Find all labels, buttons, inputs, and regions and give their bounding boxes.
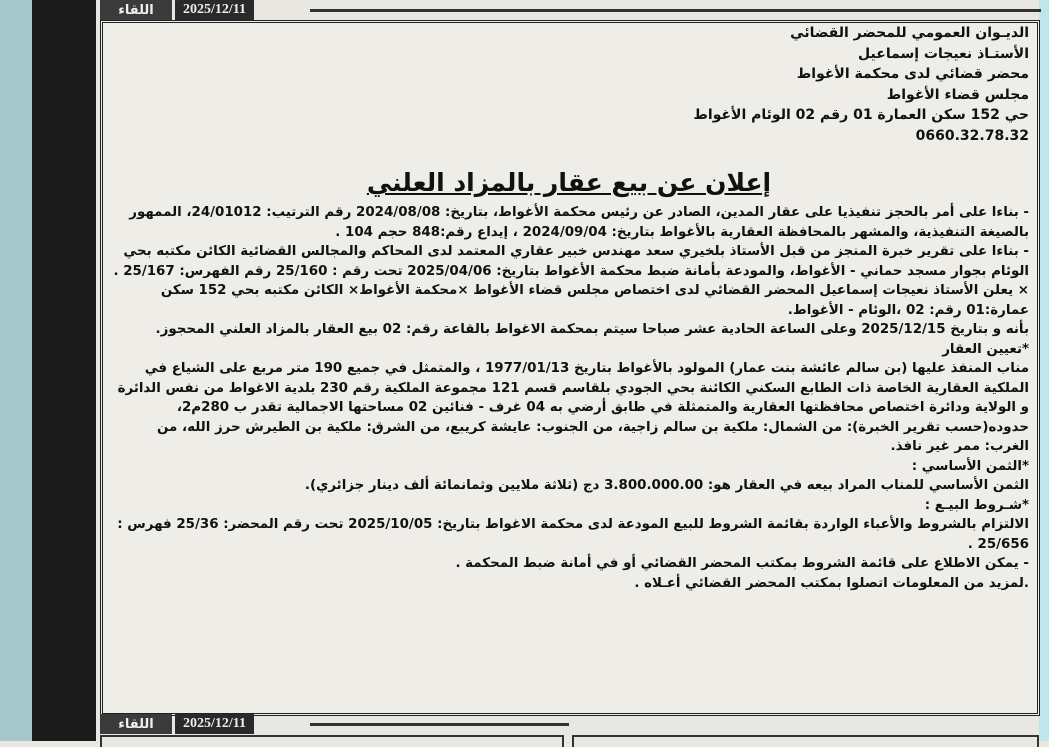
next-notices-edge <box>100 735 1039 745</box>
paragraph: - يمكن الاطلاع على قائمة الشروط بمكتب المحضر القضائي أو في أمانة ضبط المحكمة . <box>455 556 1029 571</box>
newspaper-date: 2025/12/11 <box>175 714 254 734</box>
header-line: الديـوان العمومي للمحضر القضائي <box>790 25 1029 41</box>
section-heading: *تعيين العقار <box>942 341 1029 357</box>
header-line: مجلس قضاء الأغواط <box>886 86 1029 103</box>
paragraph: - بناءا على أمر بالحجز تنفيذيا على عقار المدين، الصادر عن رئيس محكمة الأغواط، بتاريخ: 2024/08/08 رقم الترتيب: 24/01012، الممهور بالصيغة التنفيذية، والمشهر بالمحافظة العقارية بالأغواط بتاريخ: 2024/09/04 ، إيداع رقم:848 حجم 104 . <box>129 205 1029 240</box>
paragraph: الالتزام بالشروط والأعباء الواردة بقائمة الشروط للبيع المودعة لدى محكمة الاغواط بتاريخ: 2025/10/05 تحت رقم المحضر: 25/36 فهرس : 25/656 . <box>117 517 1029 552</box>
top-newspaper-tab <box>100 0 254 20</box>
paragraph: بأنه و بتاريخ 2025/12/15 وعلى الساعة الحادية عشر صباحا سيتم بمحكمة الاغواط بالقاعة رقم: 02 بيع العقار بالمزاد العلني المحجوز. <box>155 322 1029 337</box>
header-line: حي 152 سكن العمارة 01 رقم 02 الوئام الأغواط <box>693 107 1029 123</box>
paragraph: الثمن الأساسي للمناب المراد بيعه في العقار هو: 3.800.000.00 دج (ثلاثة ملايين وثمانمائة ألف دينار جزائري). <box>304 478 1029 493</box>
paragraph: مناب المنفذ عليها (بن سالم عائشة بنت عمار) المولود بالأغواط بتاريخ 1977/01/13 ، والمتمثل في جميع 190 متر مربع على الشياع في الملكية العقارية الخاصة ذات الطابع السكني الكائنة بحي الجودي بلقاسم قسم 121 مجموعة الملكية رقم 230 بلدية الاغواط من نفس الدائرة و الولاية ودائرة اختصاص محافظتها العقارية والمتمثلة في طابق أرضي به 04 غرف - فنائين 02 مساحتها الاجمالية تقدر ب 280م2، حدوده(حسب تقرير الخبرة): من الشمال: ملكية بن سالم زاجية، من الجنوب: عايشة كريبع، من الشرق: ملكية بن الطيرش حرز الله، من الغرب: ممر غير نافذ. <box>117 361 1029 454</box>
paragraph: - بناءا على تقرير خبرة المنجز من قبل الأستاذ بلخيري سعد مهندس خبير عقاري المعتمد لدى المحاكم والمجالس القضائية الكائن مكتبه بحي الوئام بجوار مسجد حماني - الأغواط، والمودعة بأمانة ضبط محكمة الأغواط بتاريخ: 2025/04/06 تحت رقم : 25/160 رقم الفهرس: 25/167 . <box>113 244 1029 279</box>
top-rule <box>310 9 1041 12</box>
section-heading: *شـروط البيـع : <box>924 497 1029 513</box>
section-heading: *الثمن الأساسي : <box>911 458 1029 474</box>
newspaper-name: اللقاء <box>100 0 172 20</box>
phone-number: 0660.32.78.32 <box>915 127 1029 144</box>
notice-body <box>109 203 1029 593</box>
bottom-rule <box>310 723 569 726</box>
paragraph: × يعلن الأستاذ نعيجات إسماعيل المحضر القضائي لدى اختصاص مجلس قضاء الأغواط ×محكمة الأغواط× الكائن مكتبه بحي 152 سكن عمارة:01 رقم: 02 ،الوئام - الأغواط. <box>160 283 1029 318</box>
notice-title: إعلان عن بيع عقار بالمزاد العلني <box>366 168 772 197</box>
legal-notice-box <box>100 20 1040 716</box>
page-edge-cyan <box>0 0 32 741</box>
next-notice-left <box>100 735 564 747</box>
header-line: الأستـاذ نعيجات إسماعيل <box>858 45 1029 62</box>
newspaper-date: 2025/12/11 <box>175 0 254 20</box>
adjacent-column-edge <box>1039 0 1049 741</box>
header-line: محضر قضائي لدى محكمة الأغواط <box>796 66 1029 82</box>
paragraph: .لمزيد من المعلومات اتصلوا بمكتب المحضر القضائي أعـلاه . <box>634 575 1029 591</box>
newspaper-name: اللقاء <box>100 714 172 734</box>
bailiff-header <box>109 23 1029 146</box>
next-notice-right <box>572 735 1039 747</box>
bottom-newspaper-tab <box>100 714 254 734</box>
